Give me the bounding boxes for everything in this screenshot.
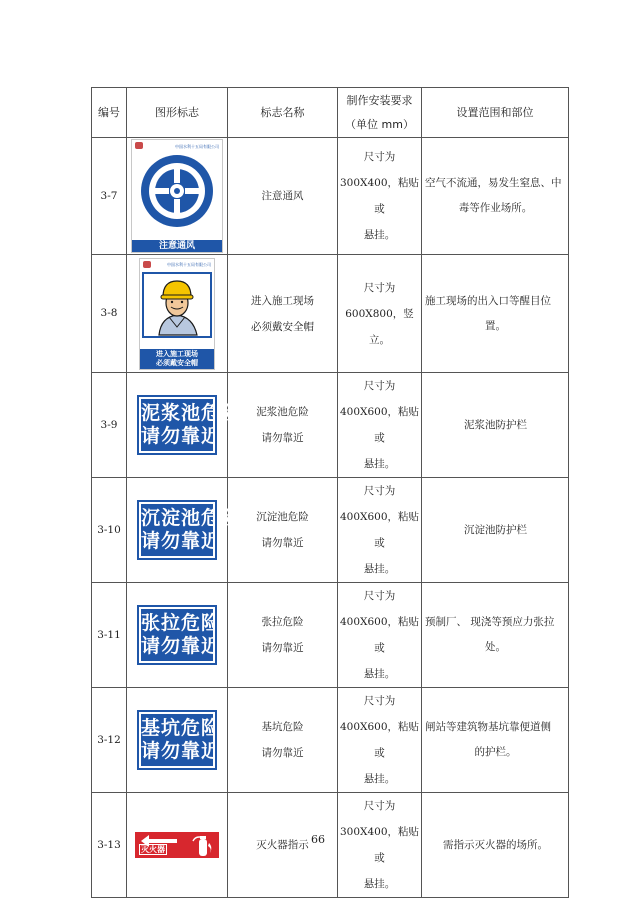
location-line: 需指示灭火器的场所。	[443, 838, 548, 851]
location-line: 泥浆池防护栏	[464, 418, 527, 431]
req-line: 悬挂。	[363, 458, 396, 470]
row-no: 3-7	[92, 138, 127, 255]
table-row	[92, 138, 569, 255]
sign-line: 张拉危险	[141, 612, 222, 634]
name-line: 进入施工现场	[251, 294, 314, 307]
ventilation-sign	[131, 139, 223, 253]
req-line: 300X400，粘贴或	[339, 177, 420, 215]
location-line: 施工现场的出入口等醒目位	[425, 294, 551, 307]
row-graphic	[127, 373, 242, 478]
location-line: 沉淀池防护栏	[464, 523, 527, 536]
req-line: 悬挂。	[363, 773, 396, 785]
name-line: 请勿靠近	[261, 747, 304, 759]
row-location	[422, 255, 569, 373]
hard-hat-sign	[139, 258, 215, 370]
header-req-line2: （单位 mm）	[345, 117, 414, 131]
row-location	[422, 583, 569, 688]
row-graphic	[127, 583, 228, 688]
row-graphic	[127, 255, 228, 373]
row-requirements	[338, 373, 422, 478]
company-logo-icon	[143, 261, 151, 268]
row-requirements	[338, 583, 422, 688]
row-name	[228, 255, 338, 373]
req-line: 300X400，粘贴或	[339, 826, 420, 864]
name-line: 必须戴安全帽	[251, 320, 314, 333]
company-logo-icon	[135, 142, 143, 149]
row-graphic	[127, 478, 242, 583]
row-location	[422, 138, 569, 255]
req-line: 400X600，粘贴或	[339, 616, 420, 654]
req-line: 400X600，粘贴或	[339, 406, 420, 444]
fire-extinguisher-label: 灭火器	[141, 845, 165, 854]
req-line: 悬挂。	[363, 563, 396, 575]
name-line: 基坑危险	[261, 721, 304, 733]
header-requirements	[338, 88, 422, 138]
row-location	[422, 478, 569, 583]
location-line: 毒等作业场所。	[458, 202, 533, 214]
row-name	[228, 478, 338, 583]
name-line: 泥浆池危险	[256, 406, 309, 418]
foundation-pit-danger-sign	[139, 712, 222, 768]
signage-table	[91, 87, 569, 898]
row-no: 3-8	[92, 255, 127, 373]
row-name	[228, 373, 338, 478]
req-line: 尺寸为	[363, 800, 396, 812]
req-line: 600X800，竖立。	[345, 307, 414, 346]
req-line: 尺寸为	[363, 590, 396, 602]
req-line: 尺寸为	[363, 695, 396, 707]
caption-line: 必须戴安全帽	[156, 358, 198, 367]
row-requirements	[338, 688, 422, 793]
req-line: 尺寸为	[363, 485, 396, 497]
row-no: 3-10	[92, 478, 127, 583]
sign-line: 沉淀池危险	[141, 507, 242, 529]
corp-text: 中国水利十五局有限公司	[167, 262, 211, 267]
name-line: 请勿靠近	[261, 537, 304, 549]
sign-line: 请勿靠近	[141, 740, 222, 762]
sign-line: 请勿靠近	[141, 635, 222, 657]
name-line: 注意通风	[261, 190, 304, 202]
sedimentation-tank-danger-sign	[139, 502, 242, 558]
sign-caption: 注意通风	[132, 240, 222, 252]
req-line: 400X600，粘贴或	[339, 721, 420, 759]
req-line: 悬挂。	[363, 668, 396, 680]
header-name: 标志名称	[228, 88, 338, 138]
corp-text: 中国水利十五局有限公司	[175, 143, 219, 149]
location-line: 处。	[485, 641, 506, 653]
tensioning-danger-sign	[139, 607, 222, 663]
row-no: 3-9	[92, 373, 127, 478]
name-line: 请勿靠近	[261, 642, 304, 654]
table-header-row	[92, 88, 569, 138]
row-graphic	[127, 138, 228, 255]
row-no: 3-11	[92, 583, 127, 688]
sign-line: 请勿靠近	[141, 425, 222, 447]
row-requirements	[338, 255, 422, 373]
table-row	[92, 255, 569, 373]
location-line: 闸站等建筑物基坑靠便道侧	[425, 721, 551, 733]
caption-line: 进入施工现场	[156, 349, 198, 358]
name-line: 灭火器指示	[256, 839, 309, 851]
row-name	[228, 583, 338, 688]
header-no: 编号	[92, 88, 127, 138]
location-line: 的护栏。	[474, 746, 517, 758]
table-row	[92, 373, 569, 478]
header-location: 设置范围和部位	[422, 88, 569, 138]
req-line: 悬挂。	[363, 878, 396, 890]
header-graphic: 图形标志	[127, 88, 228, 138]
row-location	[422, 373, 569, 478]
mud-pit-danger-sign	[139, 397, 242, 453]
req-line: 尺寸为	[363, 281, 396, 294]
header-req-line1: 制作安装要求	[346, 93, 413, 107]
row-location	[422, 688, 569, 793]
table-row	[92, 478, 569, 583]
location-line: 预制厂、 现浇等预应力张拉	[425, 616, 555, 628]
row-name	[228, 688, 338, 793]
row-requirements	[338, 138, 422, 255]
sign-line: 请勿靠近	[141, 530, 222, 552]
req-line: 400X600，粘贴或	[339, 511, 420, 549]
row-no: 3-12	[92, 688, 127, 793]
req-line: 悬挂。	[363, 229, 396, 241]
table-row	[92, 583, 569, 688]
name-line: 沉淀池危险	[256, 511, 309, 523]
name-line: 张拉危险	[261, 616, 304, 628]
name-line: 请勿靠近	[261, 432, 304, 444]
location-line: 置。	[485, 319, 506, 332]
page-number: 66	[311, 833, 325, 846]
sign-caption	[140, 349, 214, 369]
ventilation-fan-icon	[133, 152, 221, 230]
req-line: 尺寸为	[363, 380, 396, 392]
sign-line: 基坑危险	[141, 717, 222, 739]
req-line: 尺寸为	[363, 151, 396, 163]
table-row	[92, 688, 569, 793]
sign-line: 泥浆池危险	[141, 402, 242, 424]
row-requirements	[338, 478, 422, 583]
hard-hat-worker-icon	[141, 271, 213, 339]
row-graphic	[127, 688, 228, 793]
location-line: 空气不流通，易发生窒息、中	[425, 177, 562, 189]
row-no: 3-13	[92, 793, 127, 898]
row-name	[228, 138, 338, 255]
